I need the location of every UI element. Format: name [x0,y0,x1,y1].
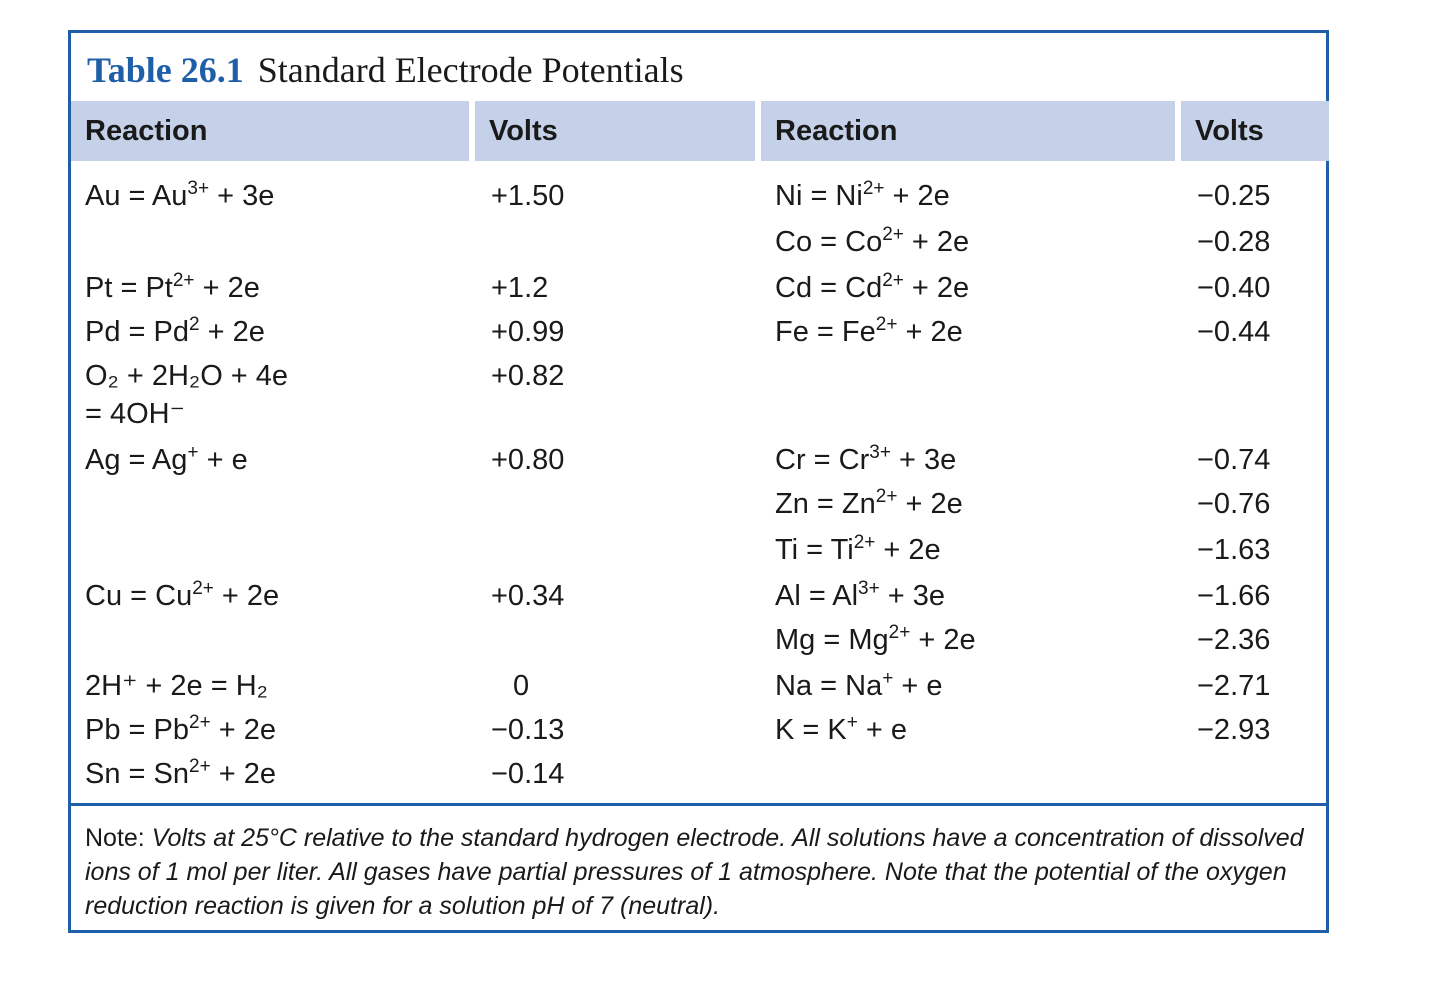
note-text: Volts at 25°C relative to the standard hydrogen electrode. All solutions have a concentration of dissolved ions of 1 mol per liter. All gases have partial pressures of 1 atmosphere. Note that the potential of the oxygen reduction reaction is given for a solution pH of 7 (neutral). [85,824,1304,920]
reaction-right-cd: $Cd = Cd^{2+} + 2e$ [775,270,970,304]
volts-right-cd: −0.40 [1197,272,1271,304]
reaction-right-ti: $Ti = Ti^{2+} + 2e$ [775,532,941,566]
reaction-left-pt: $Pt = Pt^{2+} + 2e$ [85,270,260,304]
reaction-right-al: $Al = Al^{3+} + 3e$ [775,578,946,612]
reaction-right-mg: $Mg = Mg^{2+} + 2e$ [775,622,976,656]
volts-right-na: −2.71 [1197,670,1271,702]
volts-right-co: −0.28 [1197,226,1271,258]
header-reaction-left: Reaction [71,101,469,161]
reaction-left-h2: 2H⁺ + 2e = H₂ [85,670,268,702]
reaction-right-fe: $Fe = Fe^{2+} + 2e$ [775,314,963,348]
volts-right-fe: −0.44 [1197,316,1271,348]
volts-right-ti: −1.63 [1197,534,1271,566]
table-number: Table 26.1 [87,50,244,90]
reaction-right-co: $Co = Co^{2+} + 2e$ [775,224,970,258]
volts-left-h2: 0 [513,670,530,702]
reaction-left-cu: $Cu = Cu^{2+} + 2e$ [85,578,280,612]
table-title: Standard Electrode Potentials [257,50,684,90]
header-volts-left: Volts [475,101,755,161]
volts-right-mg: −2.36 [1197,624,1271,656]
volts-left-ag: +0.80 [491,444,565,476]
volts-left-pd: +0.99 [491,316,565,348]
reaction-right-k: K = K+ + e [775,712,908,746]
reaction-left-ag: Ag = Ag+ + e [85,442,248,476]
volts-left-sn: −0.14 [491,758,565,790]
reaction-left-pb: $Pb = Pb^{2+} + 2e$ [85,712,276,746]
volts-left-pb: −0.13 [491,714,565,746]
volts-right-al: −1.66 [1197,580,1271,612]
volts-left-cu: +0.34 [491,580,565,612]
reaction-left-au: $Au = Au^{3+} + 3e$ [85,178,275,212]
reaction-right-zn: $Zn = Zn^{2+} + 2e$ [775,486,963,520]
volts-right-k: −2.93 [1197,714,1271,746]
reaction-right-ni: $Ni = Ni^{2+} + 2e$ [775,178,950,212]
table-note [85,821,1315,923]
reaction-right-cr: $Cr = Cr^{3+} + 3e$ [775,442,957,476]
reaction-left-sn: $Sn = Sn^{2+} + 2e$ [85,756,276,790]
table-caption [87,49,684,91]
volts-left-pt: +1.2 [491,272,549,304]
note-lead: Note: [85,824,152,852]
reaction-right-na: Na = Na+ + e [775,668,943,702]
table-frame [68,30,1329,933]
volts-right-cr: −0.74 [1197,444,1271,476]
header-volts-right: Volts [1181,101,1329,161]
reaction-left-pd: $Pd = Pd^2 + 2e$ [85,314,265,348]
volts-right-ni: −0.25 [1197,180,1271,212]
note-divider [71,803,1326,806]
volts-left-au: +1.50 [491,180,565,212]
volts-left-o2: +0.82 [491,360,565,392]
header-reaction-right: Reaction [761,101,1175,161]
volts-right-zn: −0.76 [1197,488,1271,520]
reaction-left-o2-line2: = 4OH⁻ [85,398,185,430]
reaction-left-o2-line1: O₂ + 2H₂O + 4e [85,360,289,392]
